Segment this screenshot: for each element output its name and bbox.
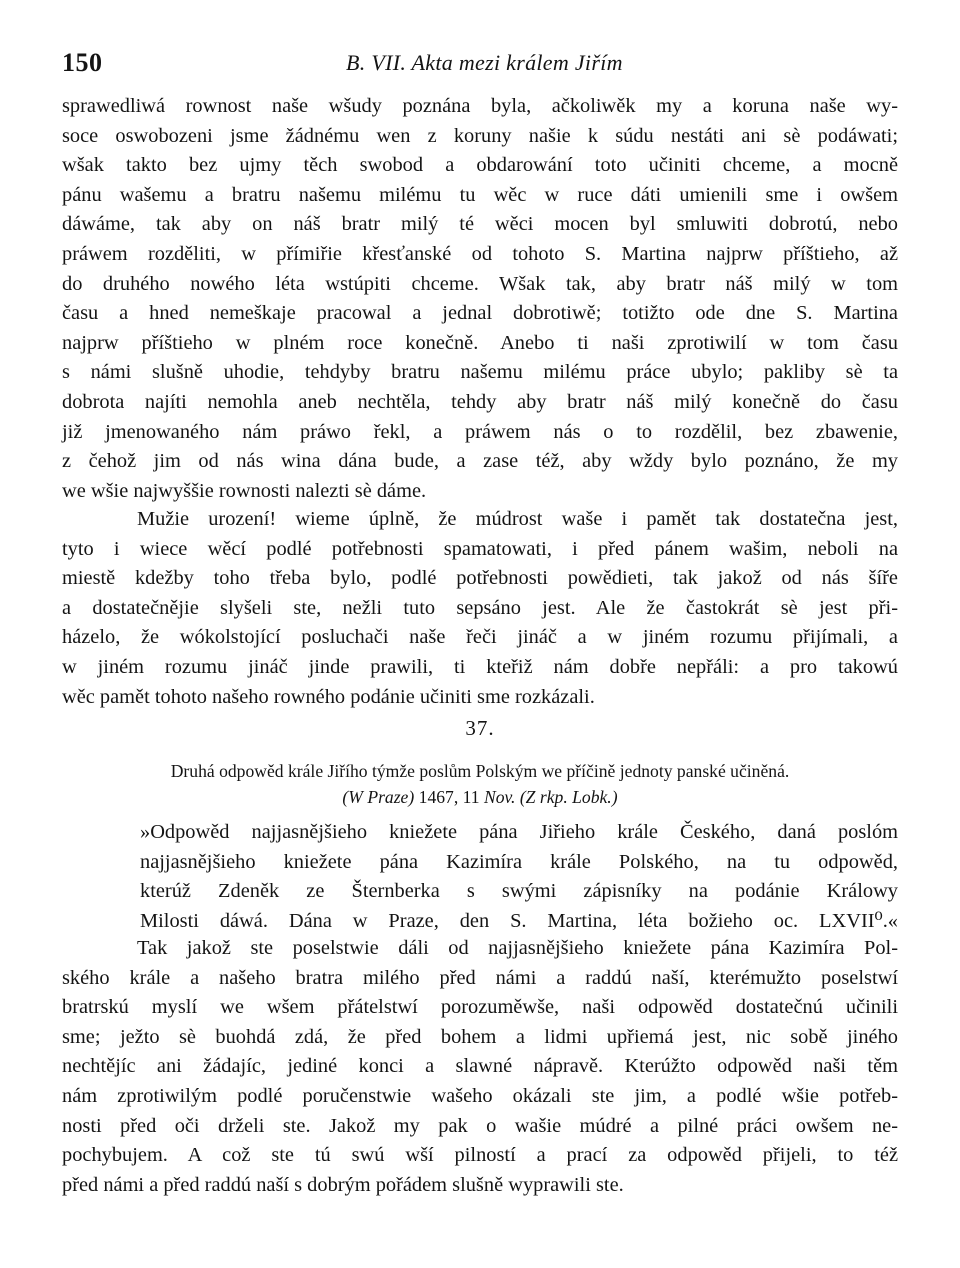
text-line: miestě kdežby toho třeba bylo, podlé potřebnosti powědieti, tak jakož od nás šíře [62,567,898,590]
text-line: Mužie urození! wieme úplně, že múdrost waše i pamět tak dostatečna jest, [137,508,898,530]
text-line: házelo, že wókolstojící posluchači naše řeči jináč a w jiném rozumu přijímali, a [62,626,898,649]
text-line: w jiném rozumu jináč jinde prawili, ti kteřiž nám dobře nepřáli: a pro takowú [62,655,898,678]
text-line: Tak jakož ste poselstwie dáli od najjasnějšieho kniežete pána Kazimíra Pol- [137,937,898,959]
text-line: ského krále a našeho bratra milého před námi a raddú naší, kterémužto poselstwí [62,966,898,989]
text-line: práwem rozděliti, w přímiřie křesťanské od tohoto S. Martina najprw příštieho, až [62,242,898,265]
text-line: wěc pamět tohoto našeho rowného podánie učiniti sme rozkázali. [62,685,595,708]
text-line: we wšie najwyššie rownosti nalezti sè dáme. [62,479,427,502]
source-place: (W Praze) [342,787,415,807]
text-line: »Odpowěd najjasnějšieho kniežete pána Jiřieho krále Českého, daná poslóm [140,821,898,843]
text-line: Milosti dáwá. Dána w Praze, den S. Martina, léta božieho oc. LXVII⁰.« [140,909,898,932]
paragraph-muzie-urozeni [62,505,898,712]
paragraph-tak-jakoz [62,934,898,1200]
document-heading-quote [140,818,898,936]
text-line: dáwáme, tak aby on náš bratr milý té wěci mocen byl smluwiti dobrotú, nebo [62,213,898,236]
paragraph-continuation [62,92,898,506]
text-line: pánu wašemu a bratru našemu milému tu wěc w ruce dáti umienili sme i owšem [62,183,898,206]
text-line: dobrota najíti nemohla aneb nechtěla, tehdy aby bratr náš milý konečně do času [62,390,898,413]
text-line: sme; ježto sè buohdá zdá, že před bohem a lidmi upřiemá jest, nic sobě jiného [62,1025,898,1048]
text-line: před námi a před raddú naší s dobrým pořádem slušně wyprawili ste. [62,1173,624,1196]
text-line: z čehož jim od nás wina dána bude, a zase též, aby wždy bylo poznáno, že my [62,450,898,473]
page-number: 150 [62,48,103,77]
text-line: nosti před oči drželi ste. Jakož my pak o wašie múdré a pilné práci owšem ne- [62,1114,898,1137]
text-line: pochybujem. A což ste tú swú wší pilností a prací za odpowěd přijeli, to též [62,1144,898,1167]
text-line: bratrskú myslí we wšem přátelstwí porozuměwše, naši odpowěd dostatečnú učinili [62,996,898,1019]
text-line: soce oswobozeni jsme žádnému wen z koruny našie k súdu nestáti ani sè podáwati; [62,124,898,147]
text-line: nechtějíc ani žádajíc, jediné konci a slawné nápravě. Kterúžto odpowěd naši těm [62,1055,898,1078]
text-line: času a hned nemeškaje pracowal a jednal dobrotiwě; totižto ode dne S. Martina [62,302,898,325]
text-line: najprw příštieho w plném roce konečně. Anebo ti naši zprotiwilí w tom času [62,331,898,354]
text-line: již jmenowaného nám práwo řekl, a práwem nás o to rozdělil, bez zbawenie, [62,420,898,443]
text-line: a dostatečnějie slyšeli ste, nežli tuto sepsáno jest. Ale že častokrát sè jest při- [62,596,898,619]
document-title: Druhá odpowěd krále Jiřího týmže poslům Polským we příčině jednoty panské učiněná. [170,761,790,781]
text-line: najjasnějšieho kniežete pána Kazimíra krále Polského, na tu odpowěd, [140,850,898,873]
text-line: s námi slušně uhodie, tehdyby bratru našemu milému práce ubylo; pakliby sè ta [62,361,898,384]
source-manuscript: (Z rkp. Lobk.) [519,787,618,807]
source-date: 1467, 11 [418,787,480,807]
running-head: B. VII. Akta mezi králem Jiřím [346,50,623,75]
document-source [62,784,898,810]
section-number: 37. [465,716,495,740]
text-line: kterúž Zdeněk ze Šternberka s swými zápisníky na podánie Králowy [140,880,898,903]
text-line: sprawedliwá rownost naše wšudy poznána byla, ačkoliwěk my a koruna naše wy- [62,95,898,117]
page-header [62,48,898,84]
text-line: do druhého nowého léta wstúpiti chceme. Wšak tak, aby bratr náš milý w tom [62,272,898,295]
text-line: tyto i wiece wěcí podlé potřebnosti spamatowati, i před pánem wašim, neboli na [62,537,898,560]
text-line: wšak takto bez ujmy těch swobod a obdarowání toto učiniti chceme, a mocně [62,154,898,177]
text-line: nám zprotiwilým podlé poručenstwie wašeho okázali ste jim, a podlé wšie potřeb- [62,1084,898,1107]
source-month: Nov. [483,787,516,807]
